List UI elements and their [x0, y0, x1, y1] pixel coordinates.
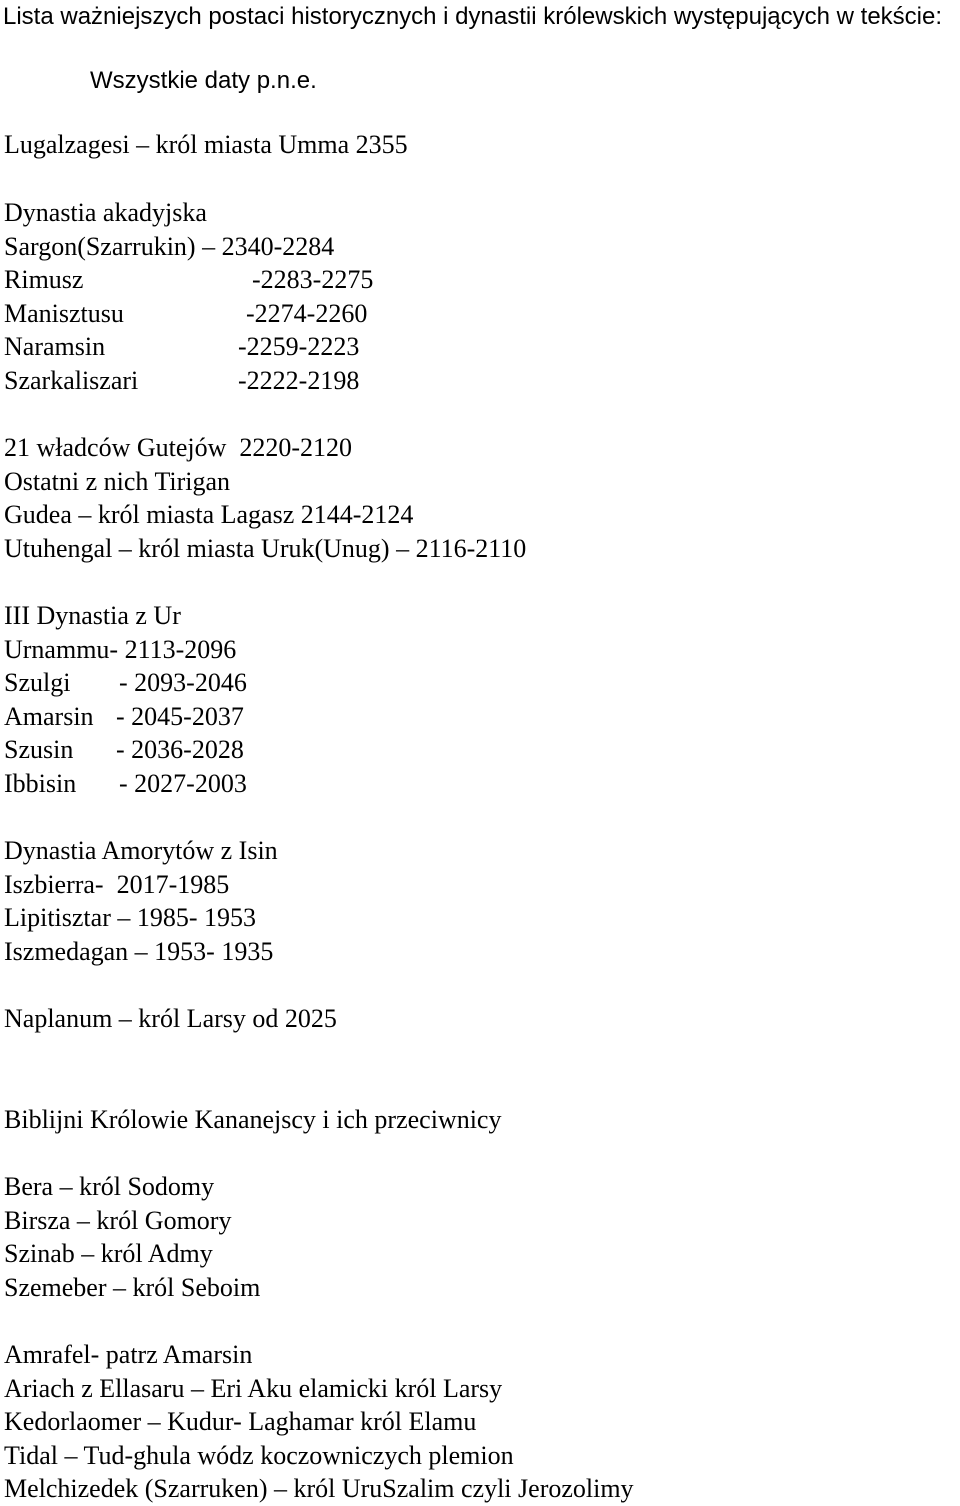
entry-name: Manisztusu	[4, 299, 124, 328]
entry-name: Naramsin	[4, 332, 106, 361]
entry-name: Szulgi	[4, 668, 71, 697]
entry-name: Rimusz	[4, 265, 84, 294]
entry-dates: - 2045-2037	[116, 702, 244, 731]
entry-szulgi	[4, 666, 247, 700]
entry-melchizedek: Melchizedek (Szarruken) – król UruSzalim czyli Jerozolimy	[4, 1474, 634, 1503]
entry-szarkaliszari	[4, 364, 359, 398]
entry-birsza: Birsza – król Gomory	[4, 1206, 232, 1235]
section-biblijni-krolowie: Biblijni Królowie Kananejscy i ich przeciwnicy	[4, 1105, 502, 1134]
entry-dates: -2222-2198	[238, 366, 360, 395]
entry-tidal: Tidal – Tud-ghula wódz koczowniczych plemion	[4, 1441, 514, 1470]
section-dynastia-amorytow: Dynastia Amorytów z Isin	[4, 836, 278, 865]
entry-szinab: Szinab – król Admy	[4, 1239, 213, 1268]
entry-kedorlaomer: Kedorlaomer – Kudur- Laghamar król Elamu	[4, 1407, 477, 1436]
entry-dates: - 2093-2046	[119, 668, 247, 697]
entry-dates: - 2027-2003	[119, 769, 247, 798]
entry-iszbierra: Iszbierra- 2017-1985	[4, 870, 230, 899]
entry-lugalzagesi: Lugalzagesi – król miasta Umma 2355	[4, 130, 408, 159]
entry-manisztusu	[4, 297, 367, 331]
entry-rimusz	[4, 263, 373, 297]
entry-bera: Bera – król Sodomy	[4, 1172, 215, 1201]
entry-amrafel: Amrafel- patrz Amarsin	[4, 1340, 253, 1369]
entry-dates: -2259-2223	[238, 332, 360, 361]
entry-naplanum: Naplanum – król Larsy od 2025	[4, 1004, 337, 1033]
entry-urnammu: Urnammu- 2113-2096	[4, 635, 237, 664]
entry-szemeber: Szemeber – król Seboim	[4, 1273, 261, 1302]
section-dynastia-akadyjska: Dynastia akadyjska	[4, 198, 207, 227]
entry-dates: - 2036-2028	[116, 735, 244, 764]
entry-sargon: Sargon(Szarrukin) – 2340-2284	[4, 232, 335, 261]
entry-name: Amarsin	[4, 702, 94, 731]
entry-gutejow: 21 władców Gutejów 2220-2120	[4, 433, 353, 462]
entry-szusin	[4, 733, 244, 767]
document-heading: Lista ważniejszych postaci historycznych i dynastii królewskich występujących w tekście:	[3, 3, 943, 30]
date-note: Wszystkie daty p.n.e.	[90, 67, 317, 94]
entry-ariach: Ariach z Ellasaru – Eri Aku elamicki król Larsy	[4, 1374, 503, 1403]
entry-tirigan: Ostatni z nich Tirigan	[4, 467, 231, 496]
entry-ibbisin	[4, 767, 247, 801]
entry-name: Szarkaliszari	[4, 366, 139, 395]
entry-naramsin	[4, 330, 359, 364]
section-iii-dynastia-z-ur: III Dynastia z Ur	[4, 601, 181, 630]
entry-gudea: Gudea – król miasta Lagasz 2144-2124	[4, 500, 414, 529]
entry-iszmedagan: Iszmedagan – 1953- 1935	[4, 937, 274, 966]
entry-dates: -2283-2275	[252, 265, 374, 294]
entry-lipitisztar: Lipitisztar – 1985- 1953	[4, 903, 257, 932]
entry-utuhengal: Utuhengal – król miasta Uruk(Unug) – 2116-2110	[4, 534, 527, 563]
entry-name: Ibbisin	[4, 769, 77, 798]
entry-name: Szusin	[4, 735, 74, 764]
entry-dates: -2274-2260	[246, 299, 368, 328]
entry-amarsin	[4, 700, 244, 734]
